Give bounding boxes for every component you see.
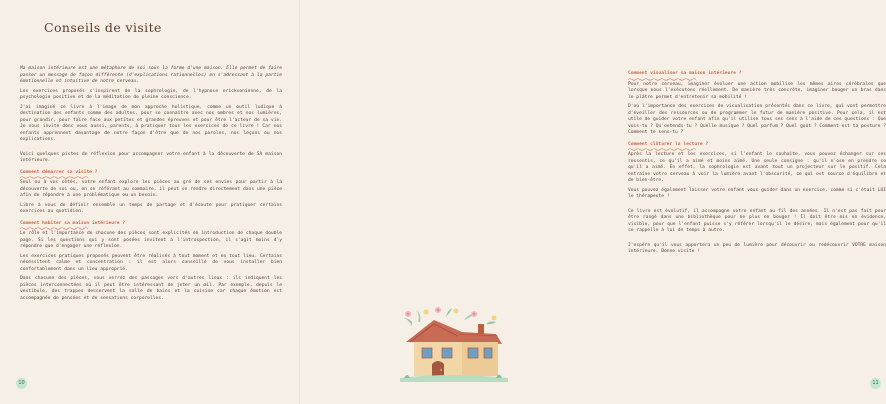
page-number-left: 10 [16, 378, 27, 389]
house-illustration-icon [398, 306, 510, 384]
close-paragraph-2: Vous pouvez également laisser votre enfant vous guider dans un exercice, comme si c'était LUI le thérapeute ! [628, 187, 886, 199]
heading-close-reading [628, 142, 886, 152]
start-visit-paragraph-2: Libre à vous de définir ensemble un temps de partage et d'écoute pour pratiquer certains exercices au quotidien. [20, 202, 282, 214]
flowers-icon [404, 307, 496, 326]
heading-visualize-house-text: Comment visualiser sa maison intérieure ? [628, 71, 742, 76]
heading-inhabit-house-text: Comment habiter sa maison intérieure ? [20, 220, 126, 226]
right-column [628, 66, 886, 259]
inhabit-paragraph-1: Le rôle et l'importance de chacune des pièces sont explicités en introduction de chaque double page. Si les questions qui y sont posées invitent à l'introspection, il s'agit moins d'y répondre que d'engager une réflexion. [20, 231, 282, 249]
evolving-book-paragraph: Ce livre est évolutif, il accompagne votre enfant au fil des années. Il n'est pas fait pour être rangé dans une bibliothèque pour ne plus en bouger ! Il doit être mis en évidence, visible, pour que l'enfant puisse s'y référer lorsqu'il le désire, mais également pour qu'il se rappelle à lui de temps à autre. [628, 208, 886, 233]
left-page [0, 0, 300, 404]
squiggle-underline [628, 78, 698, 81]
heading-start-visit-text: Comment démarrer sa visite ? [20, 169, 98, 175]
intro-paragraph-3: J'ai imaginé ce livre à l'image de mon approche holistique, comme un outil ludique à destination des enfants comme des adultes, pour se connaître avec nos ombres et nos lumières, pour grandir, pour faire face aux petites et grandes épreuves et pour être l'acteur de sa vie. Je vous invite donc vous aussi, parents, à pratiquer tous les exercices de ce livre ! Car nos enfants apprennent davantage de notre façon d'être que de nos paroles, nos leçons ou nos explications. [20, 104, 282, 142]
visualize-paragraph-2: D'où l'importance des exercices de visualisation présentés dans ce livre, qui vont permettre d'éveiller des ressources ou de programmer le futur de manière positive. Pour cela, il est utile de guider votre enfant afin qu'il utilise tous ses sens à l'aide de ces questions : Que vois-tu ? Qu'entends-tu ? Quelle musique ? Quel parfum ? Quel goût ? Comment est ta posture ? Comment te sens-tu ? [628, 104, 886, 135]
squiggle-underline [20, 176, 90, 179]
start-visit-paragraph-1: Seul ou à vos côtés, votre enfant explore les pièces au gré de ses envies pour partir à la découverte de soi ou, en se référant au sommaire, il peut se rendre directement dans une pièce afin de répondre à une problématique ou un besoin. [20, 180, 282, 198]
inhabit-paragraph-2: Les exercices pratiques proposés peuvent être réalisés à tout moment et en tout lieu. Certains nécessitent calme et concentration : il est alors conseillé de vous installer bien confortablement dans un lieu approprié. [20, 253, 282, 272]
squiggle-underline [628, 148, 698, 151]
intro-paragraph-1 [20, 66, 282, 86]
left-column [20, 66, 282, 305]
heading-visualize-house [628, 71, 886, 81]
page-title: Conseils de visite [44, 20, 162, 35]
heading-start-visit [20, 170, 282, 180]
lead-paragraph: Voici quelques pistes de réflexion pour accompagner votre enfant à la découverte de SA maison intérieure. [20, 151, 282, 163]
heading-inhabit-house [20, 221, 282, 231]
page-number-right: 11 [870, 378, 881, 389]
intro-text-1: Ma maison intérieure est une métaphore de soi sous la forme d'une maison. Elle permet de faire passer un message de façon différente (d'explications rationnelles) en s'adressant à la partie émotionnelle et intuitive de notre cerveau. [20, 66, 282, 84]
visualize-paragraph-1: Pour notre cerveau, imaginer évoluer une action mobilise les mêmes aires cérébrales que lorsque nous l'exécutons réellement. De manière très concrète, imaginer bouger un bras dans le plâtre permet d'entretenir sa mobilité ! [628, 81, 886, 100]
squiggle-underline [20, 227, 90, 230]
close-paragraph-1: Après la lecture et les exercices, si l'enfant le souhaite, vous pouvez échanger sur ses ressentis, ce qu'il a aimé et moins aimé. Une seule consigne : qu'il n'ose en prendre ce qu'il a aimé. En effet, la sophrologie est avant tout un projecteur sur le positif. Cela entraîne votre cerveau à voir la lumière avant l'obscurité, ce qui est source d'équilibre et de bien-être. [628, 152, 886, 183]
heading-close-reading-text: Comment clôturer la lecture ? [628, 141, 709, 147]
door-icon [432, 361, 444, 376]
closing-paragraph: J'espère qu'il vous apportera un peu de lumière pour découvrir ou redécouvrir VOTRE maison intérieure. Bonne visite ! [628, 242, 886, 254]
intro-paragraph-2: Les exercices proposés s'inspirent de la sophrologie, de l'hypnose ericksonienne, de la psychologie positive et de la méditation de pleine conscience. [20, 88, 282, 100]
inhabit-paragraph-3: Dans chacune des pièces, vous verrez des passages vers d'autres lieux : ils indiquent les pièces interconnectées où il peut être intéressant de jeter un œil. Par exemple, depuis le vestibule, des trappes desservent la salle de bains et la cuisine car chaque émotion est accompagnée de pensées et de sensations corporelles. [20, 276, 282, 301]
